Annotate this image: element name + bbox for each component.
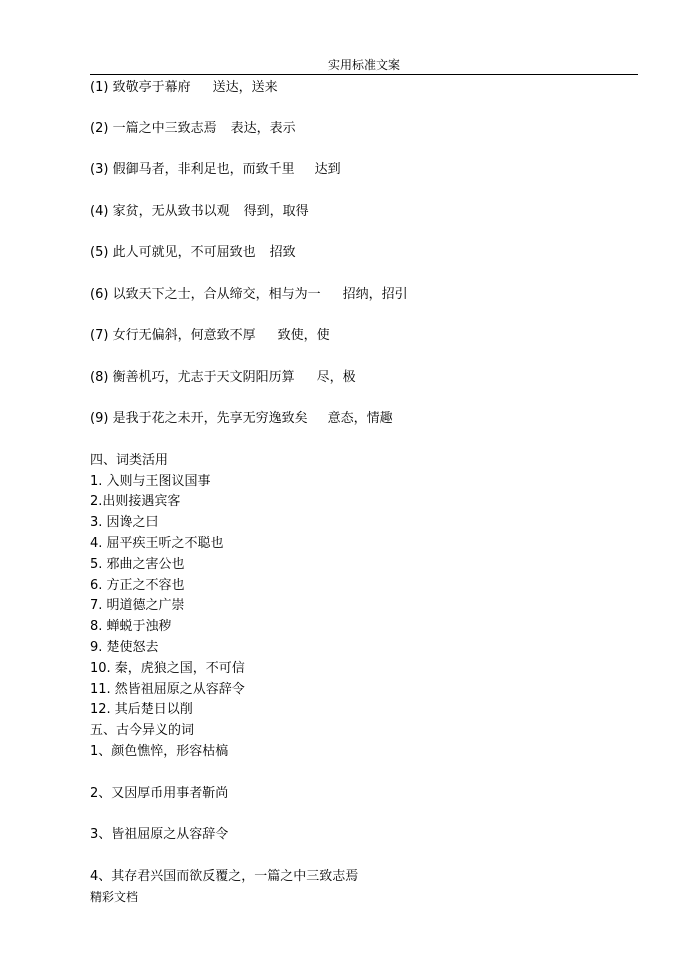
- header-rule: [90, 74, 638, 75]
- meaning-number: (7): [90, 328, 109, 343]
- list-item: 7. 明道德之广崇: [90, 598, 185, 613]
- meaning-number: (5): [90, 245, 109, 260]
- meaning-item-3: [90, 161, 341, 179]
- meaning-number: (3): [90, 162, 109, 177]
- meaning-sentence: 以致天下之士，合从缔交，相与为一: [112, 287, 321, 302]
- meaning-definition: 致使，使: [277, 328, 330, 343]
- meaning-sentence: 衡善机巧，尤志于天文阴阳历算: [112, 370, 295, 385]
- meaning-sentence: 致敬亭于幕府: [112, 80, 191, 95]
- meaning-item-8: [90, 369, 356, 387]
- page-footer: 精彩文档: [90, 890, 139, 904]
- meaning-number: (9): [90, 411, 109, 426]
- list-item: 11. 然皆祖屈原之从容辞令: [90, 682, 245, 697]
- meaning-item-2: [90, 120, 296, 138]
- meaning-item-1: [90, 79, 278, 97]
- meaning-sentence: 假御马者，非利足也，而致千里: [112, 162, 295, 177]
- meaning-item-9: [90, 410, 393, 428]
- list-item: 10. 秦，虎狼之国，不可信: [90, 661, 245, 676]
- meaning-item-7: [90, 327, 330, 345]
- meaning-definition: 表达，表示: [230, 121, 296, 136]
- list-item: 1、颜色憔悴，形容枯槁: [90, 744, 229, 759]
- meaning-definition: 意态，情趣: [327, 411, 393, 426]
- meaning-definition: 招纳，招引: [342, 287, 408, 302]
- list-item: 3. 因谗之曰: [90, 515, 159, 530]
- meaning-number: (6): [90, 287, 109, 302]
- meaning-definition: 送达，送来: [212, 80, 278, 95]
- section-heading-ancient-modern: 五、古今异义的词: [90, 723, 195, 738]
- list-item: 8. 蝉蜕于浊秽: [90, 619, 172, 634]
- list-item: 1. 入则与王图议国事: [90, 474, 211, 489]
- meaning-number: (1): [90, 80, 109, 95]
- list-item: 2、又因厚币用事者靳尚: [90, 786, 229, 801]
- section-heading-word-class: 四、词类活用: [90, 453, 169, 468]
- list-item: 4. 屈平疾王听之不聪也: [90, 536, 224, 551]
- meaning-sentence: 一篇之中三致志焉: [112, 121, 217, 136]
- meaning-number: (8): [90, 370, 109, 385]
- list-item: 2.出则接遇宾客: [90, 494, 181, 509]
- meaning-item-6: [90, 286, 408, 304]
- page-header-title: 实用标准文案: [327, 58, 400, 72]
- meaning-definition: 得到，取得: [243, 204, 309, 219]
- meaning-item-5: [90, 244, 296, 262]
- list-item: 5. 邪曲之害公也: [90, 557, 185, 572]
- list-item: 12. 其后楚日以削: [90, 702, 193, 717]
- list-item: 9. 楚使怒去: [90, 640, 159, 655]
- meaning-definition: 达到: [314, 162, 341, 177]
- meaning-definition: 招致: [269, 245, 296, 260]
- meaning-sentence: 家贫，无从致书以观: [112, 204, 230, 219]
- meaning-item-4: [90, 203, 309, 221]
- meaning-sentence: 女行无偏斜，何意致不厚: [112, 328, 256, 343]
- meaning-number: (4): [90, 204, 109, 219]
- list-item: 4、其存君兴国而欲反覆之，一篇之中三致志焉: [90, 869, 359, 884]
- list-item: 3、皆祖屈原之从容辞令: [90, 827, 229, 842]
- meaning-number: (2): [90, 121, 109, 136]
- meaning-sentence: 此人可就见，不可屈致也: [112, 245, 256, 260]
- meaning-definition: 尽，极: [316, 370, 356, 385]
- meaning-sentence: 是我于花之未开，先享无穷逸致矣: [112, 411, 308, 426]
- list-item: 6. 方正之不容也: [90, 578, 185, 593]
